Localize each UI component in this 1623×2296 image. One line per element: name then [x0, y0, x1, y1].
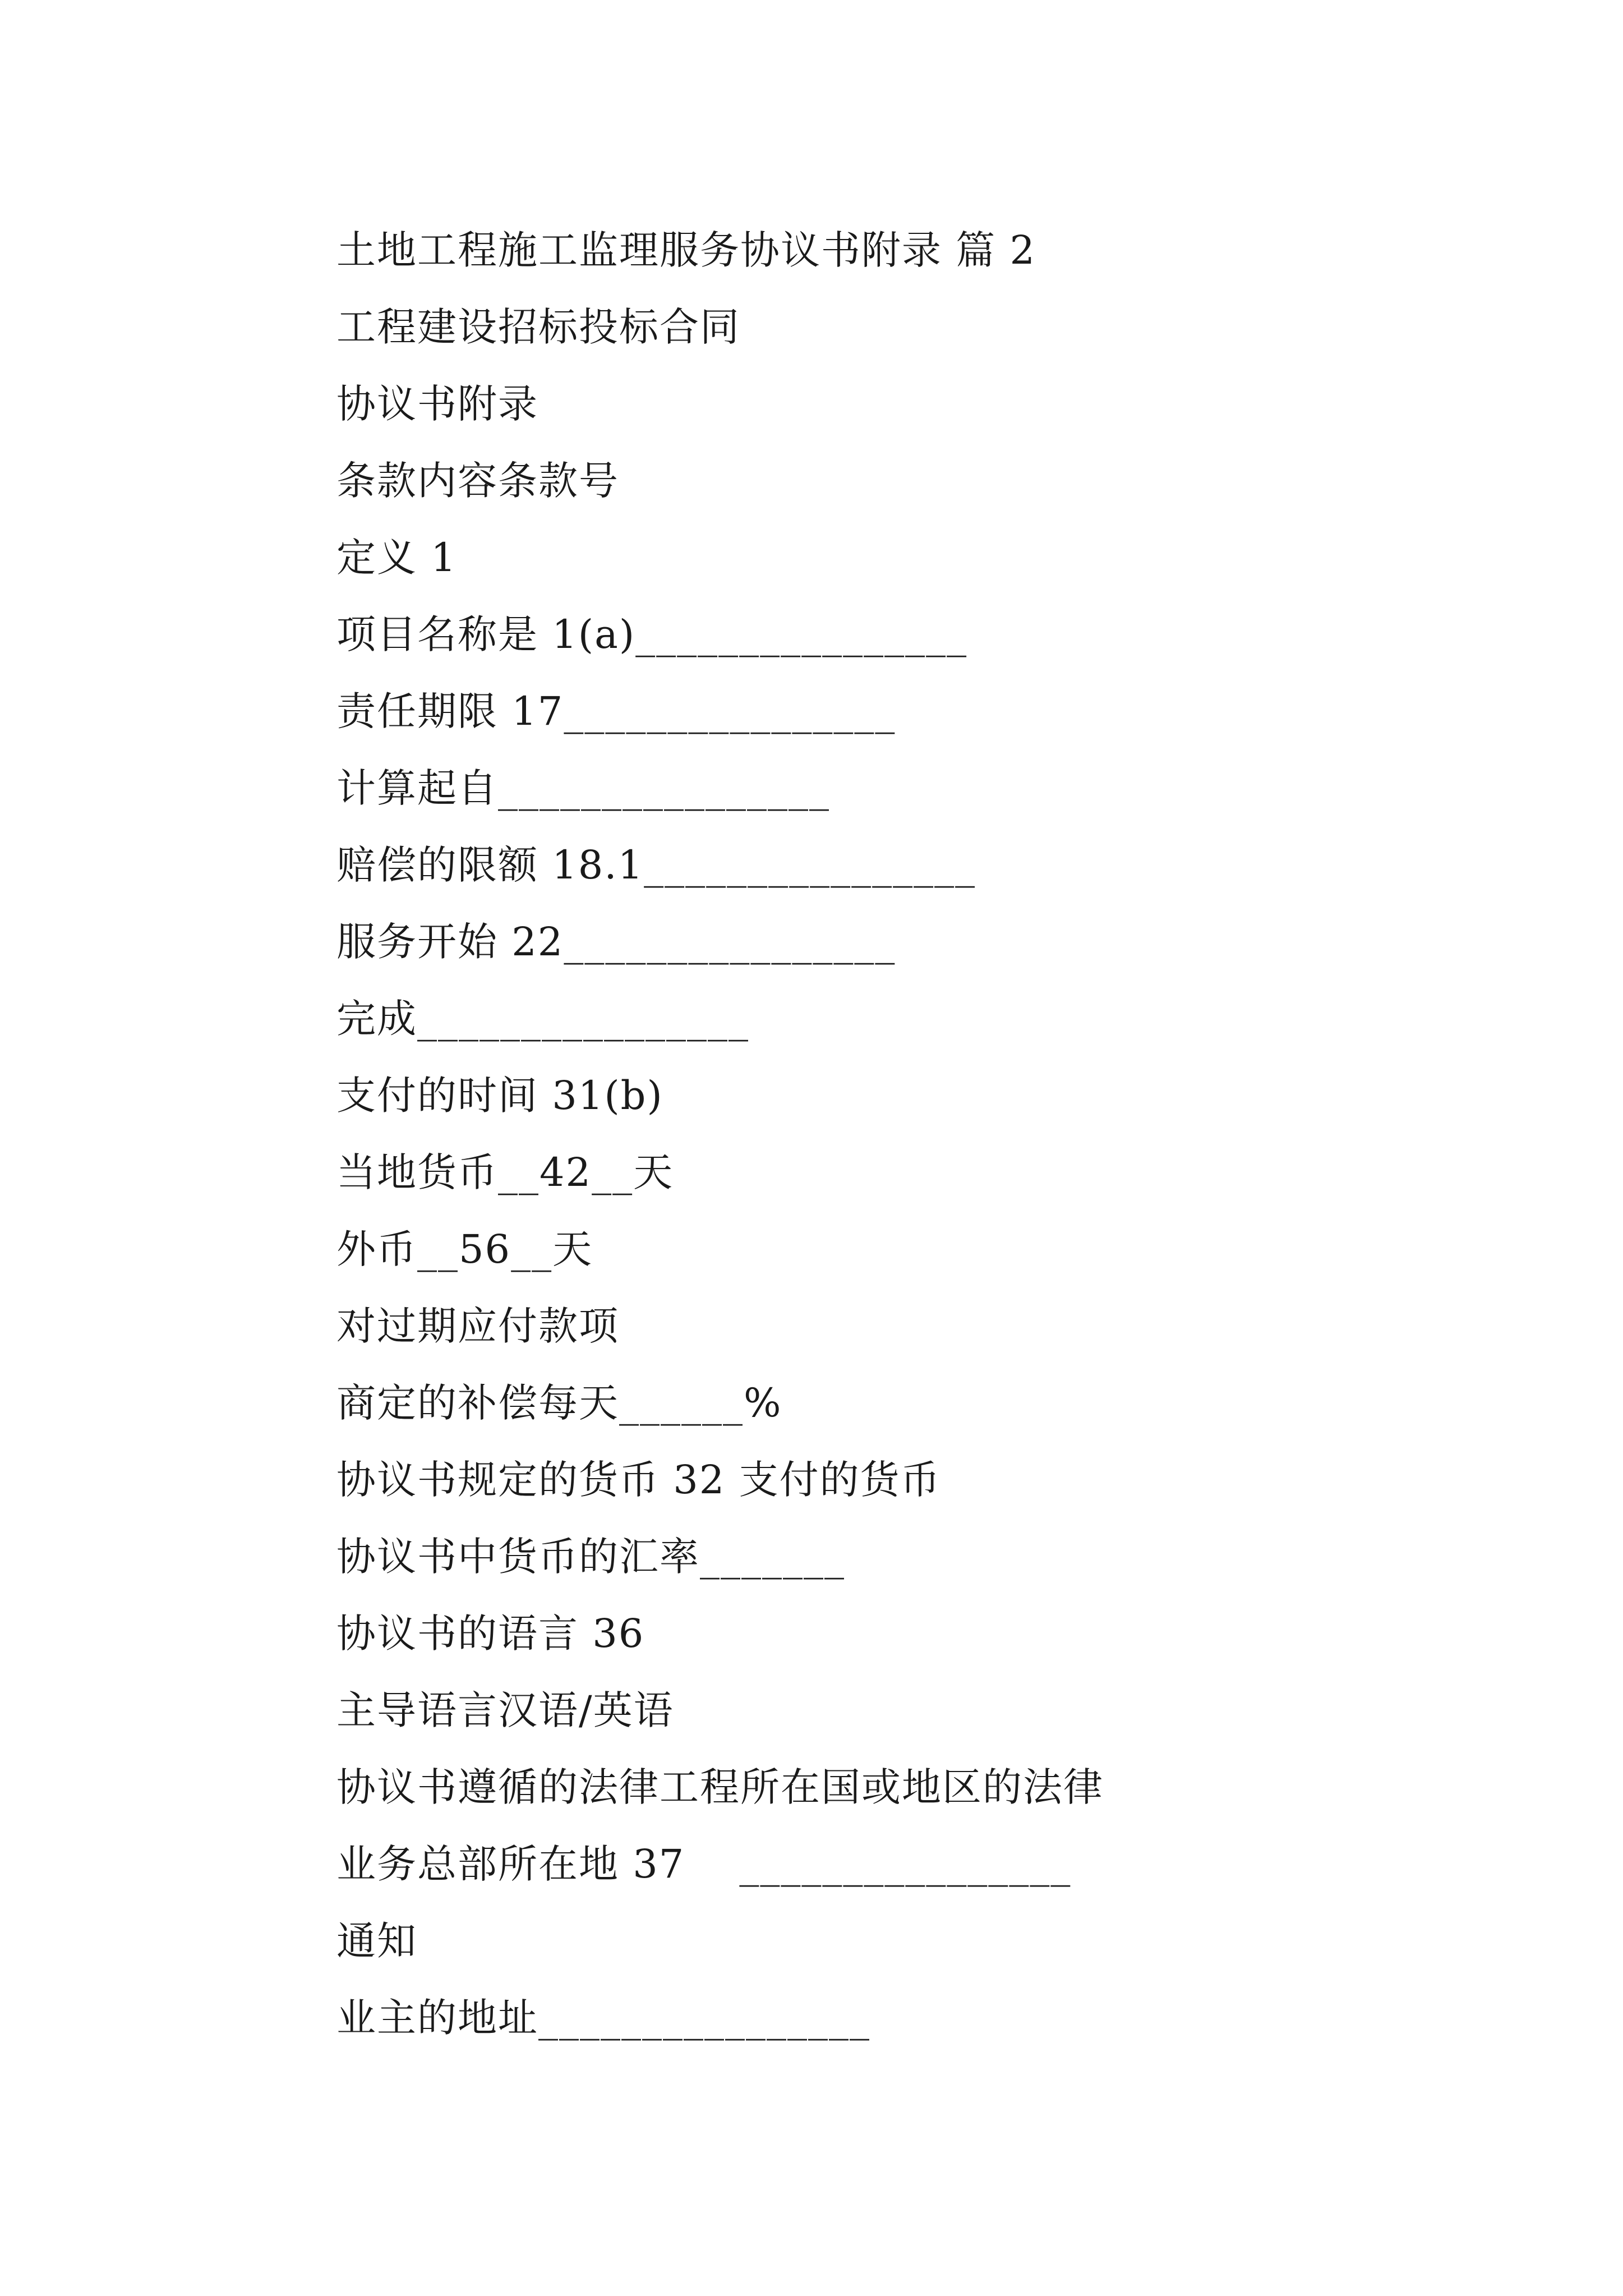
clause-line: 责任期限 17________________	[336, 688, 896, 734]
clause-line: 协议书遵循的法律工程所在国或地区的法律	[336, 1764, 1104, 1810]
clause-line: 支付的时间 31(b)	[336, 1073, 663, 1119]
clause-line: 计算起自________________	[336, 765, 830, 811]
table-header: 条款内容条款号	[336, 458, 619, 504]
clause-line: 当地货币__42__天	[336, 1149, 674, 1195]
clause-line: 项目名称是 1(a)________________	[336, 611, 968, 657]
clause-line: 主导语言汉语/英语	[336, 1687, 674, 1733]
clause-line: 业主的地址________________	[336, 1995, 870, 2041]
clause-line: 定义 1	[336, 535, 457, 581]
clause-line: 外币__56__天	[336, 1226, 593, 1272]
clause-line: 协议书中货币的汇率_______	[336, 1534, 845, 1580]
clause-line: 业务总部所在地 37 ________________	[336, 1841, 1072, 1887]
document-title: 土地工程施工监理服务协议书附录 篇 2	[336, 227, 1036, 273]
clause-line: 协议书的语言 36	[336, 1611, 645, 1657]
clause-line: 对过期应付款项	[336, 1303, 619, 1349]
clause-line: 协议书规定的货币 32 支付的货币	[336, 1457, 941, 1503]
document-body	[336, 212, 1458, 2056]
clause-line: 服务开始 22________________	[336, 919, 896, 965]
clause-line: 商定的补偿每天______%	[336, 1380, 782, 1426]
clause-line: 赔偿的限额 18.1________________	[336, 842, 976, 888]
clause-line: 完成________________	[336, 996, 749, 1042]
section-heading: 通知	[336, 1918, 417, 1964]
section-heading: 协议书附录	[336, 381, 538, 427]
document-subtitle: 工程建设招标投标合同	[336, 304, 740, 350]
